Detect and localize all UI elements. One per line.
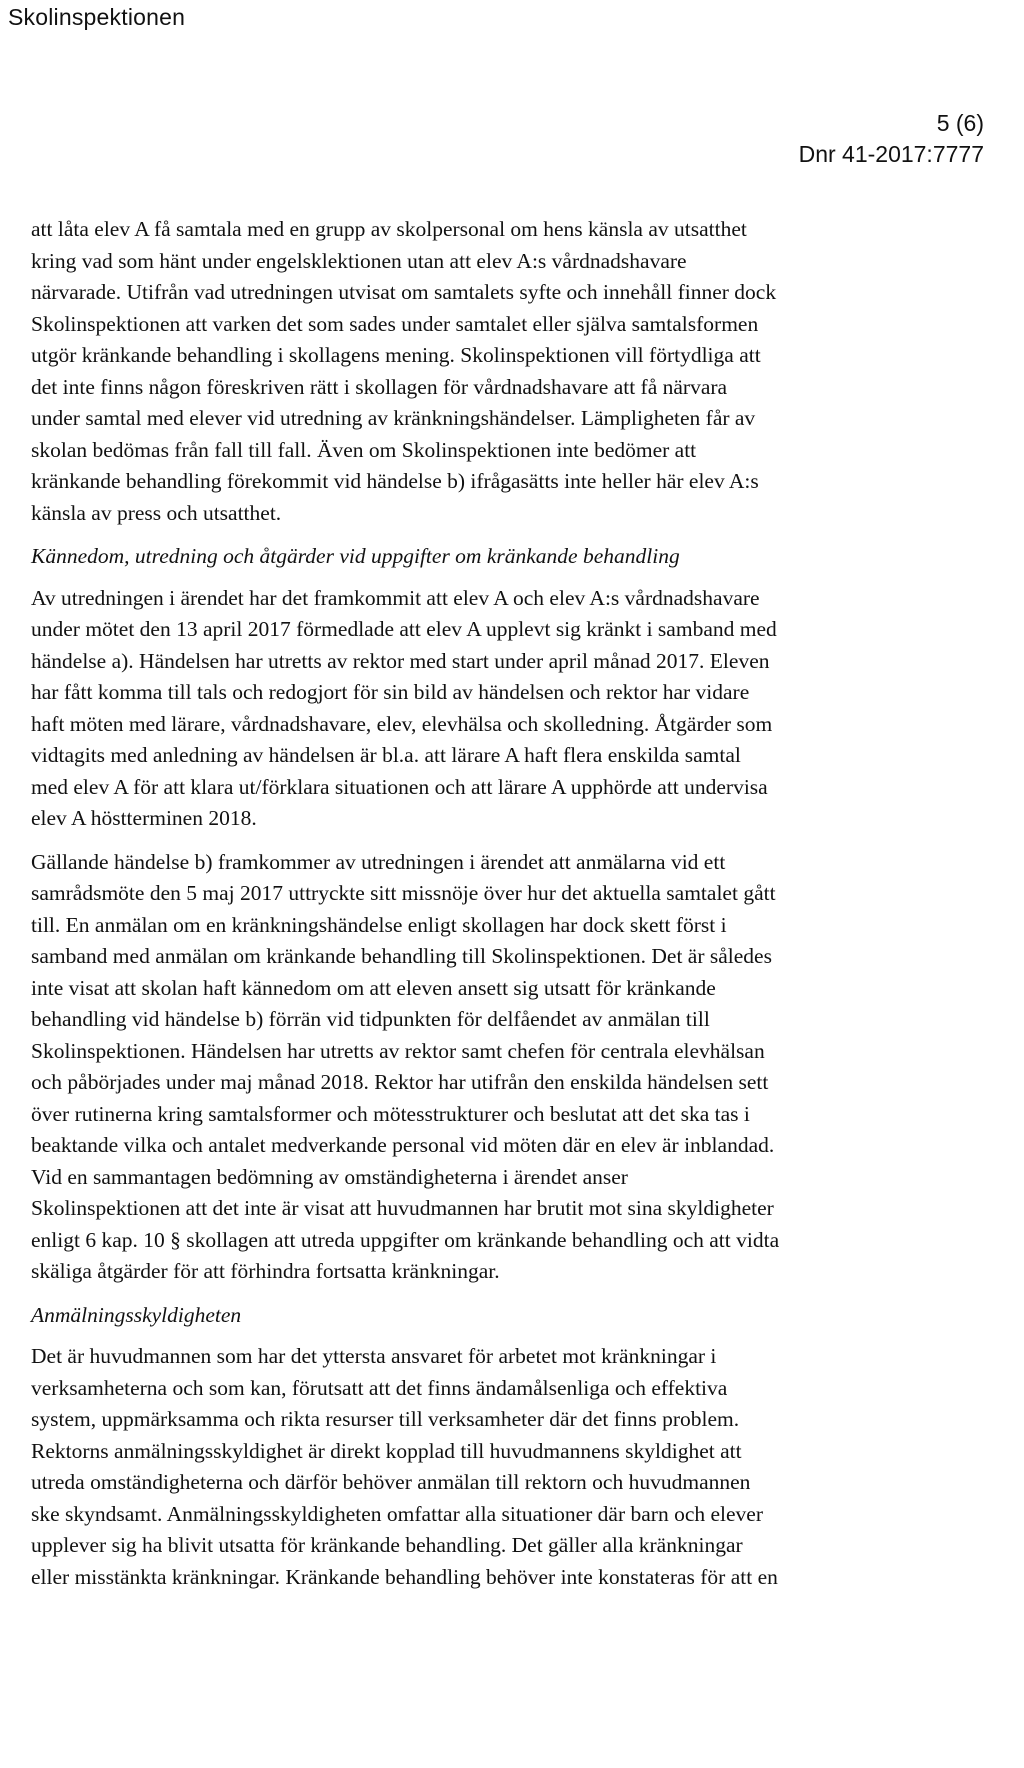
text-line: över rutinerna kring samtalsformer och mötesstrukturer och beslutat att det ska tas i (31, 1101, 750, 1126)
text-line: och påbörjades under maj månad 2018. Rektor har utifrån den enskilda händelsen sett (31, 1070, 769, 1094)
text-line: beaktande vilka och antalet medverkande personal vid möten där en elev är inblandad. (31, 1133, 775, 1157)
text-line: Rektorns anmälningsskyldighet är direkt kopplad till huvudmannens skyldighet att (31, 1438, 742, 1463)
text-line: skäliga åtgärder för att förhindra fortsatta kränkningar. (31, 1259, 500, 1283)
text-line: händelse a). Händelsen har utretts av rektor med start under april månad 2017. Eleven (31, 648, 770, 673)
text-line: utgör kränkande behandling i skollagens mening. Skolinspektionen vill förtydliga att (31, 343, 761, 367)
text-line: Skolinspektionen. Händelsen har utretts av rektor samt chefen för centrala elevhälsan (31, 1038, 765, 1063)
text-line: Gällande händelse b) framkommer av utredningen i ärendet att anmälarna vid ett (31, 849, 726, 874)
text-line: eller misstänkta kränkningar. Kränkande behandling behöver inte konstateras för att en (31, 1564, 778, 1589)
text-line: kränkande behandling förekommit vid händelse b) ifrågasätts inte heller här elev A:s (31, 469, 759, 493)
text-line: vidtagits med anledning av händelsen är bl.a. att lärare A haft flera enskilda samtal (31, 743, 741, 767)
text-line: med elev A för att klara ut/förklara situationen och att lärare A upphörde att undervisa (31, 774, 768, 799)
paragraph-1 (31, 214, 1016, 529)
text-line: Skolinspektionen att varken det som sades under samtalet eller själva samtalsformen (31, 311, 759, 336)
case-number: Dnr 41-2017:7777 (798, 141, 984, 167)
text-line: det inte finns någon föreskriven rätt i skollagen för vårdnadshavare att få närvara (31, 374, 728, 399)
text-line: inte visat att skolan haft kännedom om att eleven ansett sig utsatt för kränkande (31, 975, 716, 1000)
text-line: Det är huvudmannen som har det yttersta ansvaret för arbetet mot kränkningar i (31, 1344, 717, 1368)
text-line: skolan bedömas från fall till fall. Även om Skolinspektionen inte bedömer att (31, 437, 697, 462)
text-line: system, uppmärksamma och rikta resurser till verksamheter där det finns problem. (31, 1407, 740, 1431)
organization-name: Skolinspektionen (8, 4, 186, 30)
text-line: att låta elev A få samtala med en grupp av skolpersonal om hens känsla av utsatthet (31, 217, 747, 241)
text-line: närvarade. Utifrån vad utredningen utvisat om samtalets syfte och innehåll finner dock (31, 280, 777, 304)
text-line: känsla av press och utsatthet. (31, 500, 282, 525)
text-line: har fått komma till tals och redogjort för sin bild av händelsen och rektor har vidare (31, 680, 750, 704)
text-line: samrådsmöte den 5 maj 2017 uttryckte sitt missnöje över hur det aktuella samtalet gått (31, 881, 776, 905)
text-line: samband med anmälan om kränkande behandling till Skolinspektionen. Det är således (31, 944, 772, 968)
text-line: till. En anmälan om en kränkningshändelse enligt skollagen har dock skett först i (31, 912, 727, 937)
text-line: Vid en sammantagen bedömning av omständigheterna i ärendet anser (31, 1164, 628, 1189)
section-heading-anmalningsskyldigheten: Anmälningsskyldigheten (31, 1302, 242, 1327)
text-line: utreda omständigheterna och därför behöver anmälan till rektorn och huvudmannen (31, 1470, 751, 1494)
text-line: enligt 6 kap. 10 § skollagen att utreda uppgifter om kränkande behandling och att vidta (31, 1227, 780, 1252)
text-line: upplever sig ha blivit utsatta för kränkande behandling. Det gäller alla kränkningar (31, 1533, 743, 1557)
document-body (31, 214, 1016, 1605)
text-line: haft möten med lärare, vårdnadshavare, elev, elevhälsa och skolledning. Åtgärder som (31, 711, 773, 736)
page-number: 5 (6) (936, 110, 984, 136)
text-line: Av utredningen i ärendet har det framkommit att elev A och elev A:s vårdnadshavare (31, 585, 760, 610)
text-line: behandling vid händelse b) förrän vid tidpunkten för delfåendet av anmälan till (31, 1007, 710, 1031)
text-line: elev A höstterminen 2018. (31, 806, 257, 830)
paragraph-2 (31, 583, 1016, 835)
text-line: ske skyndsamt. Anmälningsskyldigheten omfattar alla situationer där barn och elever (31, 1501, 763, 1526)
text-line: kring vad som hänt under engelsklektionen utan att elev A:s vårdnadshavare (31, 248, 687, 273)
section-heading-kannedom: Kännedom, utredning och åtgärder vid uppgifter om kränkande behandling (31, 544, 680, 568)
text-line: under samtal med elever vid utredning av kränkningshändelser. Lämpligheten får av (31, 406, 756, 430)
text-line: verksamheterna och som kan, förutsatt att det finns ändamålsenliga och effektiva (31, 1375, 728, 1400)
paragraph-4 (31, 1341, 1016, 1593)
text-line: Skolinspektionen att det inte är visat att huvudmannen har brutit mot sina skyldigheter (31, 1196, 774, 1220)
text-line: under mötet den 13 april 2017 förmedlade att elev A upplevt sig kränkt i samband med (31, 617, 777, 641)
paragraph-3 (31, 847, 1016, 1288)
